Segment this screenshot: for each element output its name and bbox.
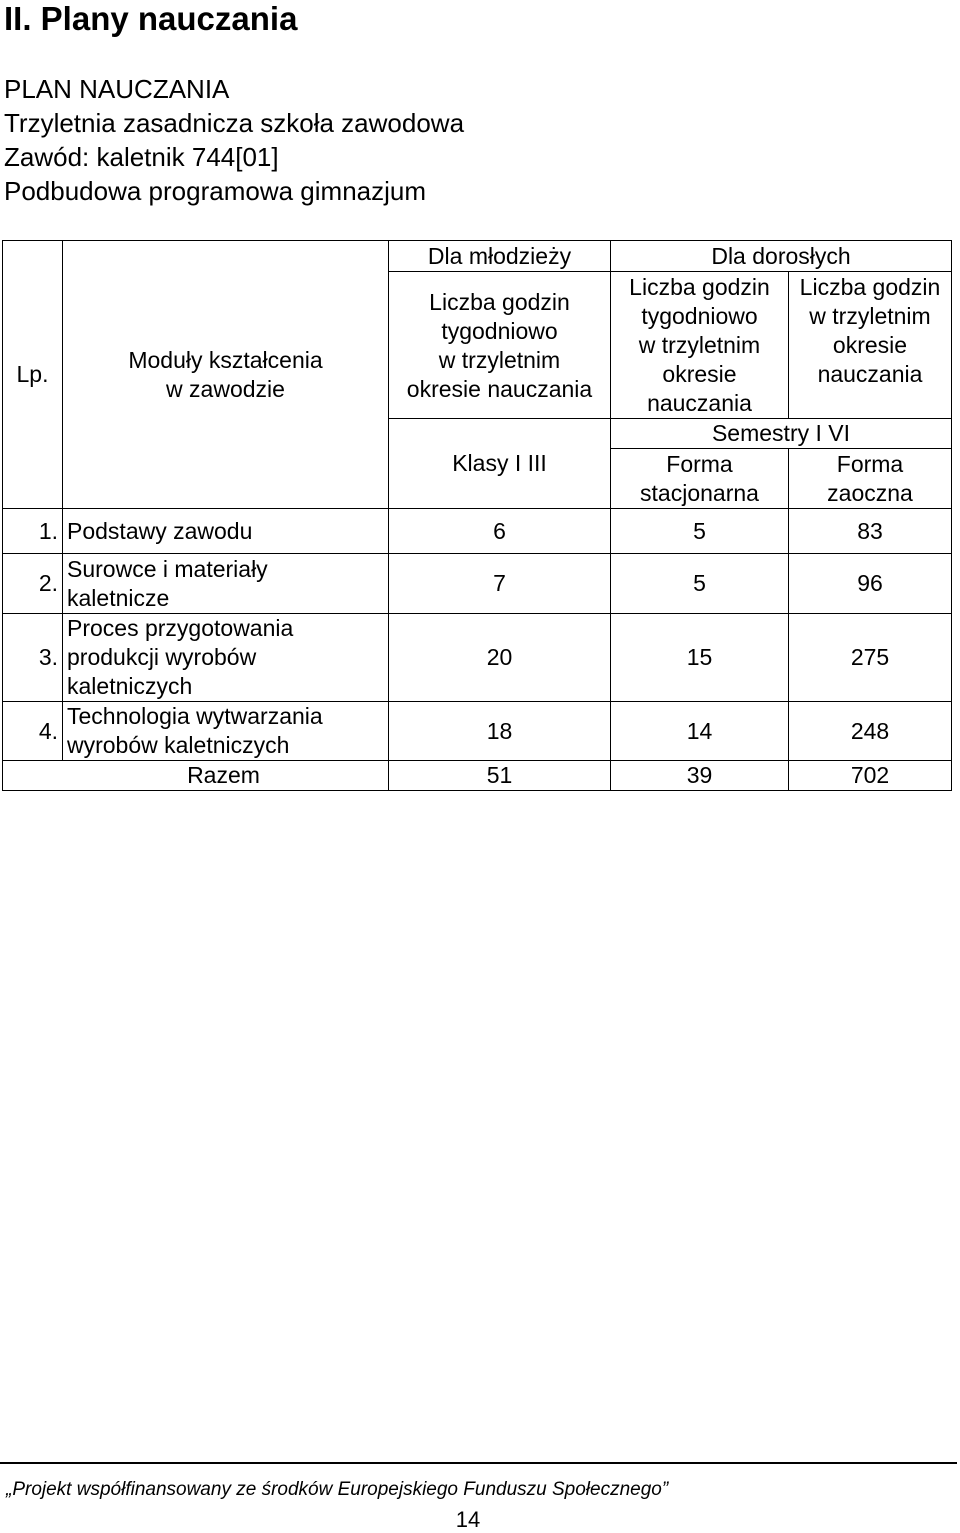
table-row [3, 554, 952, 614]
adult-total-line: w trzyletnim [809, 303, 931, 329]
page-number: 14 [455, 1507, 481, 1532]
curriculum-basis: Podbudowa programowa gimnazjum [4, 176, 427, 206]
section-heading: II. Plany nauczania [4, 0, 298, 37]
profession: Zawód: kaletnik 744[01] [4, 142, 279, 172]
adult-weekly-header [611, 272, 789, 419]
total-youth-hours: 51 [389, 761, 611, 791]
footer-funding-note: „Projekt współfinansowany ze środków Europejskiego Funduszu Społecznego” [6, 1479, 669, 1500]
form-extramural-line: zaoczna [827, 479, 913, 506]
row-lp: 2. [3, 554, 63, 614]
form-extramural-line: Forma [836, 450, 904, 477]
total-label: Razem [3, 761, 389, 791]
table-row [3, 509, 952, 554]
total-adult-weekly: 39 [611, 761, 789, 791]
adults-header: Dla dorosłych [611, 241, 952, 272]
row-adult-total: 275 [789, 614, 952, 702]
row-adult-weekly: 5 [611, 509, 789, 554]
row-youth-hours: 20 [389, 614, 611, 702]
row-adult-total: 96 [789, 554, 952, 614]
row-youth-hours: 7 [389, 554, 611, 614]
adult-total-header [789, 272, 952, 419]
youth-classes-header: Klasy I III [389, 419, 611, 509]
adult-total-line: okresie [832, 332, 908, 358]
row-youth-hours: 6 [389, 509, 611, 554]
total-row [3, 761, 952, 791]
plan-intro [4, 72, 464, 208]
row-module-line: kaletniczych [67, 673, 193, 699]
row-lp: 1. [3, 509, 63, 554]
youth-header: Dla młodzieży [389, 241, 611, 272]
row-adult-total: 248 [789, 702, 952, 761]
youth-hours-header [389, 272, 611, 419]
youth-hours-line: Liczba godzin [429, 289, 570, 315]
semesters-header: Semestry I VI [611, 419, 952, 449]
row-module [63, 554, 389, 614]
adult-weekly-line: Liczba godzin [629, 274, 770, 300]
row-adult-weekly: 15 [611, 614, 789, 702]
total-adult-total: 702 [789, 761, 952, 791]
teaching-plan-table [2, 240, 952, 791]
row-module [63, 614, 389, 702]
row-module-line: wyrobów kaletniczych [67, 732, 290, 758]
row-module-line: produkcji wyrobów [67, 644, 257, 670]
row-lp: 4. [3, 702, 63, 761]
youth-hours-line: w trzyletnim [438, 347, 561, 373]
row-module [63, 702, 389, 761]
adult-weekly-line: okresie [662, 361, 737, 387]
form-extramural-header [789, 449, 952, 509]
row-module-line: Proces przygotowania [67, 615, 294, 641]
row-module-line: Podstawy zawodu [67, 517, 253, 544]
table-row [3, 614, 952, 702]
youth-hours-line: okresie nauczania [406, 376, 593, 402]
footer-divider [0, 1462, 957, 1464]
row-module [63, 509, 389, 554]
lp-header: Lp. [3, 241, 63, 509]
school-type: Trzyletnia zasadnicza szkoła zawodowa [4, 108, 465, 138]
form-stationary-line: Forma [666, 450, 733, 477]
row-youth-hours: 18 [389, 702, 611, 761]
modules-header [63, 241, 389, 509]
header-row-1 [3, 241, 952, 272]
form-stationary-header [611, 449, 789, 509]
table-row [3, 702, 952, 761]
row-adult-total: 83 [789, 509, 952, 554]
youth-hours-line: tygodniowo [441, 318, 558, 344]
modules-header-line: Moduły kształcenia [128, 346, 323, 373]
adult-total-line: nauczania [817, 361, 923, 387]
row-module-line: Surowce i materiały [67, 555, 268, 582]
adult-weekly-line: nauczania [647, 390, 752, 416]
adult-total-line: Liczba godzin [799, 274, 941, 300]
adult-weekly-line: w trzyletnim [638, 332, 761, 358]
row-module-line: Technologia wytwarzania [67, 703, 323, 729]
row-lp: 3. [3, 614, 63, 702]
form-stationary-line: stacjonarna [640, 479, 759, 506]
modules-header-line: w zawodzie [166, 375, 285, 402]
plan-title: PLAN NAUCZANIA [4, 74, 230, 104]
row-adult-weekly: 14 [611, 702, 789, 761]
row-module-line: kaletnicze [67, 584, 170, 611]
adult-weekly-line: tygodniowo [641, 303, 758, 329]
row-adult-weekly: 5 [611, 554, 789, 614]
